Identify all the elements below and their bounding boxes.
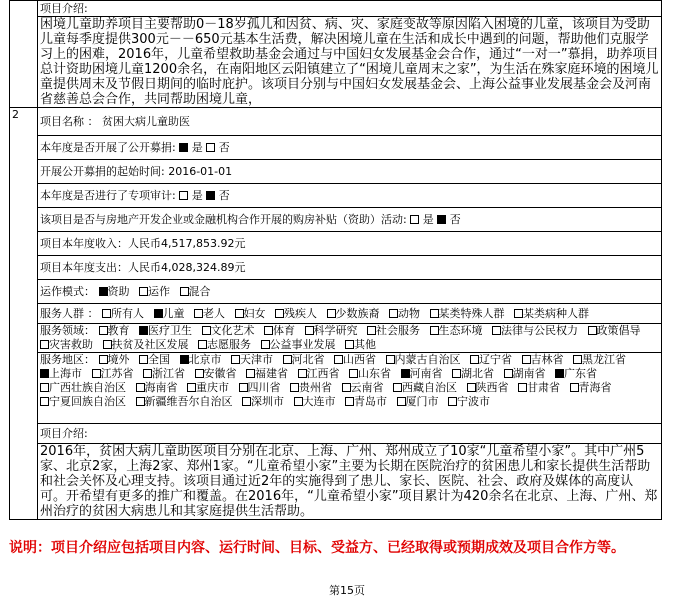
option-item[interactable]	[283, 353, 325, 366]
checkbox[interactable]	[522, 355, 531, 364]
option-label: 安徽省	[203, 367, 237, 380]
option-item[interactable]	[143, 367, 185, 380]
option-label: 重庆市	[196, 381, 229, 394]
table-row	[10, 256, 662, 280]
checkbox[interactable]	[242, 397, 251, 406]
option-label: 公益事业发展	[269, 338, 336, 351]
option-label: 河南省	[409, 367, 443, 380]
option-item[interactable]	[202, 324, 255, 337]
checkbox[interactable]	[92, 369, 101, 378]
yes-label: 是	[191, 189, 203, 202]
checkbox[interactable]	[334, 355, 343, 364]
real-estate-row	[38, 208, 662, 232]
option-item[interactable]	[198, 338, 251, 351]
start-time: 开展公开募捐的起始时间: 2016-01-01	[38, 160, 662, 184]
option-item[interactable]	[99, 353, 130, 366]
service-people-label: 服务人群 ：	[40, 307, 99, 320]
option-item[interactable]	[349, 367, 391, 380]
option-item[interactable]	[136, 395, 233, 408]
no-label: 否	[218, 189, 230, 202]
option-label: 老人	[203, 307, 225, 320]
option-item[interactable]	[573, 353, 626, 366]
table-row	[10, 108, 662, 136]
option-label: 云南省	[350, 381, 384, 394]
option-label: 境外	[107, 353, 130, 366]
intro-text: 2016年，贫困大病儿童助医项目分别在北京、上海、广州、郑州成立了10家“儿童希望小家”。其中广州5家、北京2家，上海2家、郑州1家。“儿童希望小家”主要为长期在医院治疗的贫困患儿和家长提供生活帮助和社会关怀及心理支持。该项目通过近2年的实施得到了患儿、家长、医院、社会、政府及媒体的高度认可。开希望有更多的推广和覆盖。在2016年，“儿童希望小家”项目累计为420余名在北京、上海、广州、郑州治疗的贫困大病患儿和其家庭提供生活帮助。	[38, 444, 662, 520]
option-label: 广西壮族自治区	[49, 381, 126, 394]
row-number: 2	[10, 108, 38, 520]
option-item[interactable]	[298, 367, 340, 380]
checkbox[interactable]	[180, 355, 189, 364]
option-label: 青岛市	[354, 395, 387, 408]
option-label: 少数族裔	[335, 307, 380, 320]
checkbox[interactable]	[40, 340, 49, 349]
option-label: 深圳市	[251, 395, 284, 408]
checkbox[interactable]	[139, 326, 148, 335]
option-item[interactable]	[99, 285, 130, 298]
checkbox[interactable]	[573, 355, 582, 364]
option-item[interactable]	[342, 381, 384, 394]
option-label: 所有人	[111, 307, 144, 320]
project-name: 项目名称 ： 贫困大病儿童助医	[38, 108, 662, 136]
option-item[interactable]	[180, 285, 211, 298]
checkbox[interactable]	[231, 355, 240, 364]
page-number: 第15页	[329, 584, 365, 597]
yes-checkbox[interactable]	[410, 215, 419, 224]
checkbox[interactable]	[202, 326, 211, 335]
option-label: 文化艺术	[210, 324, 255, 337]
checkbox[interactable]	[345, 397, 354, 406]
table-row	[10, 444, 662, 520]
checkbox[interactable]	[349, 369, 358, 378]
option-item[interactable]	[448, 395, 490, 408]
intro-label: 项目介绍:	[38, 1, 662, 17]
intro-text: 困境儿童助养项目主要帮助0－18岁孤儿和因贫、病、灾、家庭变故等原因陷入困境的儿童，该项目为受助儿童每季度提供300元－－650元基本生活费，解决困境儿童在生活和成长中遇到的问题，帮助他们克服学习上的困难，2016年，儿童希望救助基金会通过与中国妇女发展基金会合作，通过“一对一”慕捐，助养项目总计资助困境儿童1200余名，在南阳地区云阳镇建立了“困境儿童周末之家”，为生活在殊家庭环境的困境儿童提供周末及节假日期间的临时庇护。该项目分别与中国妇女发展基金会、上海公益事业发展基金会及河南省慈善总会合作，共同帮助困境儿童，	[38, 17, 662, 108]
checkbox[interactable]	[139, 355, 148, 364]
checkbox[interactable]	[102, 309, 111, 318]
option-item[interactable]	[180, 353, 222, 366]
option-label: 某类病种人群	[523, 307, 589, 320]
special-audit-row	[38, 184, 662, 208]
checkbox[interactable]	[467, 383, 476, 392]
checkbox[interactable]	[246, 369, 255, 378]
public-fundraising-row	[38, 136, 662, 160]
option-label: 浙江省	[152, 367, 185, 380]
no-label: 否	[218, 141, 230, 154]
option-item[interactable]	[514, 307, 589, 320]
option-item[interactable]	[235, 307, 266, 320]
checkbox[interactable]	[397, 397, 406, 406]
service-region-label: 服务地区：	[40, 353, 95, 366]
option-item[interactable]	[345, 338, 376, 351]
checkbox[interactable]	[99, 355, 108, 364]
option-label: 社会服务	[376, 324, 420, 337]
checkbox[interactable]	[514, 309, 523, 318]
option-item[interactable]	[92, 367, 134, 380]
option-label: 志愿服务	[207, 338, 251, 351]
row-number-cell	[10, 1, 38, 108]
option-item[interactable]	[40, 395, 126, 408]
option-label: 残疾人	[284, 307, 317, 320]
service-domain-label: 服务领域：	[40, 324, 95, 337]
checkbox[interactable]	[492, 326, 501, 335]
expense: 项目本年度支出：人民币4,028,324.89元	[38, 256, 662, 280]
checkbox[interactable]	[430, 326, 439, 335]
real-estate-label: 该项目是否与房地产开发企业或金融机构合作开展的购房补贴（资助）活动:	[40, 213, 407, 226]
checkbox[interactable]	[430, 309, 439, 318]
option-label: 混合	[188, 285, 211, 298]
service-people-options	[102, 307, 595, 320]
option-label: 湖北省	[461, 367, 494, 380]
operation-label: 运作模式：	[40, 285, 95, 298]
option-label: 湖南省	[512, 367, 546, 380]
option-label: 黑龙江省	[582, 353, 626, 366]
option-item[interactable]	[136, 381, 178, 394]
option-label: 广东省	[564, 367, 597, 380]
option-label: 政策倡导	[596, 324, 641, 337]
checkbox[interactable]	[305, 326, 314, 335]
table-row	[10, 353, 662, 424]
checkbox[interactable]	[290, 383, 299, 392]
option-item[interactable]	[386, 353, 461, 366]
option-label: 福建省	[255, 367, 288, 380]
option-item[interactable]	[334, 353, 376, 366]
option-label: 医疗卫生	[148, 324, 192, 337]
option-item[interactable]	[467, 381, 509, 394]
option-item[interactable]	[504, 367, 546, 380]
option-label: 陕西省	[475, 381, 509, 394]
option-label: 上海市	[49, 367, 82, 380]
checkbox[interactable]	[180, 287, 189, 296]
checkbox[interactable]	[198, 340, 207, 349]
option-item[interactable]	[389, 307, 420, 320]
option-label: 宁夏回族自治区	[49, 395, 126, 408]
option-label: 扶贫及社区发展	[111, 338, 189, 351]
table-row	[10, 17, 662, 108]
option-label: 北京市	[188, 353, 222, 366]
table-row	[10, 424, 662, 444]
option-label: 江苏省	[100, 367, 134, 380]
option-item[interactable]	[522, 353, 564, 366]
checkbox[interactable]	[367, 326, 376, 335]
yes-label: 是	[422, 213, 434, 226]
option-label: 海南省	[144, 381, 178, 394]
option-label: 妇女	[243, 307, 266, 320]
option-item[interactable]	[401, 367, 443, 380]
option-label: 四川省	[247, 381, 281, 394]
option-item[interactable]	[102, 307, 144, 320]
option-item[interactable]	[154, 307, 185, 320]
option-item[interactable]	[294, 395, 336, 408]
no-label: 否	[449, 213, 461, 226]
option-item[interactable]	[246, 367, 288, 380]
checkbox[interactable]	[194, 309, 203, 318]
option-item[interactable]	[187, 381, 229, 394]
option-item[interactable]	[570, 381, 612, 394]
option-item[interactable]	[139, 353, 170, 366]
option-label: 科学研究	[313, 324, 358, 337]
checkbox[interactable]	[136, 383, 145, 392]
checkbox[interactable]	[452, 369, 461, 378]
table-row	[10, 208, 662, 232]
option-label: 厦门市	[405, 395, 439, 408]
table-row	[10, 304, 662, 324]
option-item[interactable]	[305, 324, 358, 337]
project-table	[9, 0, 662, 520]
option-item[interactable]	[195, 367, 237, 380]
checkbox[interactable]	[345, 340, 354, 349]
table-row	[10, 184, 662, 208]
checkbox[interactable]	[504, 369, 513, 378]
option-item[interactable]	[40, 367, 82, 380]
checkbox[interactable]	[40, 383, 49, 392]
table-row	[10, 280, 662, 304]
checkbox[interactable]	[470, 355, 479, 364]
checkbox[interactable]	[99, 326, 108, 335]
no-checkbox[interactable]	[206, 143, 215, 152]
option-label: 教育	[107, 324, 130, 337]
checkbox[interactable]	[99, 287, 108, 296]
no-checkbox[interactable]	[206, 191, 215, 200]
option-item[interactable]	[275, 307, 317, 320]
option-item[interactable]	[470, 353, 512, 366]
option-label: 江西省	[306, 367, 340, 380]
checkbox[interactable]	[261, 340, 270, 349]
operation-row	[38, 280, 662, 304]
checkbox[interactable]	[518, 383, 527, 392]
option-label: 大连市	[302, 395, 336, 408]
option-item[interactable]	[555, 367, 597, 380]
checkbox[interactable]	[448, 397, 457, 406]
option-label: 动物	[398, 307, 420, 320]
option-item[interactable]	[40, 338, 93, 351]
service-domain-row	[38, 324, 662, 353]
option-item[interactable]	[242, 395, 284, 408]
checkbox[interactable]	[555, 369, 564, 378]
option-item[interactable]	[327, 307, 380, 320]
table-row	[10, 1, 662, 17]
option-item[interactable]	[239, 381, 281, 394]
option-item[interactable]	[367, 324, 420, 337]
option-item[interactable]	[99, 324, 130, 337]
checkbox[interactable]	[143, 369, 152, 378]
option-label: 其他	[354, 338, 376, 351]
option-item[interactable]	[139, 324, 192, 337]
option-item[interactable]	[290, 381, 332, 394]
option-label: 资助	[107, 285, 130, 298]
option-item[interactable]	[261, 338, 336, 351]
intro-label: 项目介绍:	[38, 424, 662, 444]
option-label: 生态环境	[438, 324, 483, 337]
checkbox[interactable]	[154, 309, 163, 318]
checkbox[interactable]	[401, 369, 410, 378]
option-item[interactable]	[194, 307, 225, 320]
checkbox[interactable]	[570, 383, 579, 392]
option-item[interactable]	[264, 324, 295, 337]
option-item[interactable]	[518, 381, 560, 394]
option-label: 内蒙古自治区	[394, 353, 461, 366]
option-label: 辽宁省	[479, 353, 512, 366]
option-label: 山东省	[358, 367, 391, 380]
option-label: 儿童	[162, 307, 185, 320]
option-item[interactable]	[430, 307, 505, 320]
option-item[interactable]	[345, 395, 387, 408]
no-checkbox[interactable]	[437, 215, 446, 224]
table-row	[10, 136, 662, 160]
yes-checkbox[interactable]	[179, 143, 188, 152]
checkbox[interactable]	[139, 287, 148, 296]
checkbox[interactable]	[264, 326, 273, 335]
option-item[interactable]	[430, 324, 483, 337]
option-label: 西藏自治区	[402, 381, 457, 394]
table-row	[10, 160, 662, 184]
checkbox[interactable]	[342, 383, 351, 392]
checkbox[interactable]	[40, 369, 49, 378]
option-label: 宁波市	[457, 395, 490, 408]
option-item[interactable]	[452, 367, 494, 380]
checkbox[interactable]	[327, 309, 336, 318]
option-label: 河北省	[291, 353, 325, 366]
option-label: 甘肃省	[527, 381, 560, 394]
service-region-row	[38, 353, 662, 424]
note-text: 说明：项目介绍应包括项目内容、运行时间、目标、受益方、已经取得或预期成效及项目合作方等。	[9, 540, 625, 556]
checkbox[interactable]	[588, 326, 597, 335]
option-label: 体育	[273, 324, 295, 337]
checkbox[interactable]	[40, 397, 49, 406]
checkbox[interactable]	[298, 369, 307, 378]
yes-label: 是	[191, 141, 203, 154]
option-item[interactable]	[139, 285, 170, 298]
checkbox[interactable]	[386, 355, 395, 364]
option-item[interactable]	[492, 324, 578, 337]
operation-options	[99, 285, 217, 298]
option-label: 山西省	[343, 353, 376, 366]
option-label: 吉林省	[530, 353, 564, 366]
checkbox[interactable]	[136, 397, 145, 406]
option-label: 青海省	[578, 381, 612, 394]
option-item[interactable]	[40, 381, 126, 394]
option-label: 某类特殊人群	[438, 307, 505, 320]
option-label: 法律与公民权力	[501, 324, 578, 337]
checkbox[interactable]	[235, 309, 244, 318]
public-fundraising-label: 本年度是否开展了公开募捐:	[40, 141, 176, 154]
option-item[interactable]	[397, 395, 439, 408]
table-row	[10, 324, 662, 353]
option-label: 天津市	[240, 353, 273, 366]
option-label: 灾害救助	[49, 338, 93, 351]
service-region-options	[40, 353, 632, 408]
yes-checkbox[interactable]	[179, 191, 188, 200]
option-item[interactable]	[588, 324, 641, 337]
checkbox[interactable]	[239, 383, 248, 392]
checkbox[interactable]	[187, 383, 196, 392]
option-item[interactable]	[103, 338, 189, 351]
checkbox[interactable]	[275, 309, 284, 318]
checkbox[interactable]	[393, 383, 402, 392]
option-label: 全国	[148, 353, 170, 366]
checkbox[interactable]	[283, 355, 292, 364]
option-label: 新疆维吾尔自治区	[144, 395, 233, 408]
option-item[interactable]	[393, 381, 457, 394]
checkbox[interactable]	[389, 309, 398, 318]
service-domain-options	[40, 324, 647, 351]
option-label: 贵州省	[299, 381, 332, 394]
checkbox[interactable]	[103, 340, 112, 349]
option-item[interactable]	[231, 353, 273, 366]
service-people-row	[38, 304, 662, 324]
checkbox[interactable]	[195, 369, 204, 378]
income: 项目本年度收入：人民币4,517,853.92元	[38, 232, 662, 256]
table-row	[10, 232, 662, 256]
option-label: 运作	[148, 285, 170, 298]
special-audit-label: 本年度是否进行了专项审计:	[40, 189, 176, 202]
checkbox[interactable]	[294, 397, 303, 406]
